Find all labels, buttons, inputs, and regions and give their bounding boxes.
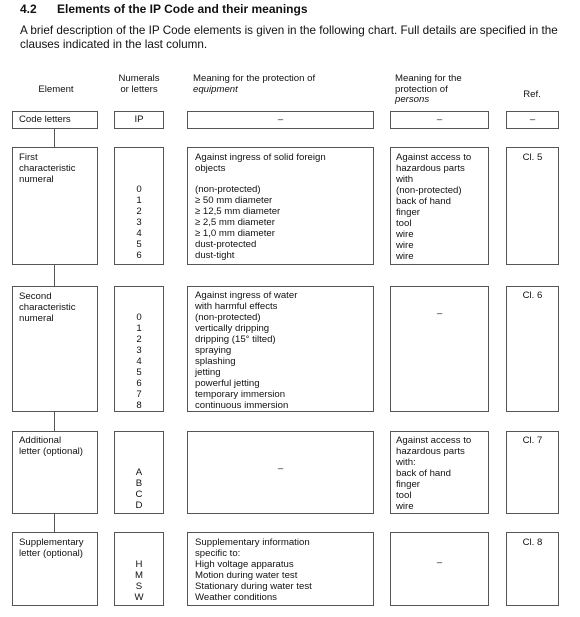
first-numeral: 5 <box>136 239 142 250</box>
first-numeral: 3 <box>136 217 142 228</box>
section-number: 4.2 <box>20 2 37 16</box>
second-numeral: 2 <box>136 334 142 345</box>
supplementary-equipment-line: Supplementary information <box>195 537 310 548</box>
second-equipment-item: jetting <box>195 367 221 378</box>
section-title: Elements of the IP Code and their meanings <box>57 2 308 16</box>
header-element: Element <box>38 84 74 95</box>
additional-letter: A <box>135 467 143 478</box>
first-element-line: numeral <box>19 174 54 185</box>
code-letters-element-box <box>12 111 98 129</box>
first-element-line: characteristic <box>19 163 76 174</box>
second-numerals-box <box>114 286 164 412</box>
code-letters-numerals-box <box>114 111 164 129</box>
first-equipment-box <box>187 147 374 265</box>
supplementary-equipment-box <box>187 532 374 606</box>
second-numeral: 4 <box>136 356 142 367</box>
additional-letter: B <box>135 478 143 489</box>
additional-ref: Cl. 7 <box>522 435 543 446</box>
section-heading <box>20 2 308 16</box>
header-equipment-line2: equipment <box>193 83 238 95</box>
additional-persons-line: with: <box>396 457 416 468</box>
first-numeral-element-box <box>12 147 98 265</box>
first-persons-line: finger <box>396 207 420 218</box>
additional-letter: D <box>135 500 143 511</box>
first-numeral: 1 <box>136 195 142 206</box>
header-persons-line3: persons <box>395 94 430 105</box>
header-persons <box>395 74 462 106</box>
first-equipment-item: dust-protected <box>195 239 257 250</box>
additional-element-line: Additional <box>19 435 62 446</box>
second-equipment-item: continuous immersion <box>195 400 289 411</box>
second-equipment-item: dripping (15° tilted) <box>195 334 276 345</box>
first-numerals-box <box>114 147 164 265</box>
supplementary-letter: W <box>134 592 144 603</box>
second-equipment-item: splashing <box>195 356 236 367</box>
second-element-line: numeral <box>19 313 54 324</box>
code-letters-persons-dash: – <box>436 114 443 125</box>
header-equipment-line1: Meaning for the protection of <box>193 73 316 84</box>
header-equipment <box>193 74 315 95</box>
first-equipment-item: ≥ 50 mm diameter <box>195 195 273 206</box>
second-numeral: 3 <box>136 345 142 356</box>
supplementary-equipment-line: Motion during water test <box>195 570 298 581</box>
header-numerals <box>112 74 166 95</box>
second-numeral: 7 <box>136 389 142 400</box>
supplementary-letter: H <box>135 559 143 570</box>
header-numerals-line2: or letters <box>120 83 158 95</box>
additional-equipment-box <box>187 431 374 514</box>
additional-element-line: letter (optional) <box>19 446 83 457</box>
second-persons-dash: – <box>436 308 443 319</box>
supplementary-letter: S <box>135 581 143 592</box>
connector-line <box>54 128 55 148</box>
first-element-line: First <box>19 152 38 163</box>
first-equipment-item: (non-protected) <box>195 184 261 195</box>
first-persons-line: Against access to <box>396 152 472 163</box>
second-ref: Cl. 6 <box>522 290 543 301</box>
supplementary-equipment-line: High voltage apparatus <box>195 559 294 570</box>
additional-persons-line: hazardous parts <box>396 446 465 457</box>
first-persons-line: wire <box>396 229 414 240</box>
supplementary-ref: Cl. 8 <box>522 537 543 548</box>
second-equipment-item: spraying <box>195 345 232 356</box>
second-equipment-intro: with harmful effects <box>195 301 278 312</box>
first-equipment-item: ≥ 2,5 mm diameter <box>195 217 275 228</box>
supplementary-persons-dash: – <box>436 557 443 568</box>
code-letters-element: Code letters <box>19 114 71 125</box>
second-equipment-item: temporary immersion <box>195 389 286 400</box>
first-persons-line: back of hand <box>396 196 451 207</box>
first-numeral: 0 <box>136 184 142 195</box>
intro-paragraph: A brief description of the IP Code elements is given in the following chart. Full details are specified in the clauses indicated in the last column. <box>20 24 558 51</box>
first-ref: Cl. 5 <box>522 152 543 163</box>
supplementary-element-line: Supplementary <box>19 537 84 548</box>
second-numeral: 8 <box>136 400 142 411</box>
additional-ref-box <box>506 431 559 514</box>
code-letters-persons-box <box>390 111 489 129</box>
additional-persons-line: tool <box>396 490 412 501</box>
second-element-line: characteristic <box>19 302 76 313</box>
second-equipment-item: (non-protected) <box>195 312 261 323</box>
supplementary-persons-box <box>390 532 489 606</box>
second-numeral: 5 <box>136 367 142 378</box>
first-equipment-item: dust-tight <box>195 250 235 261</box>
supplementary-equipment-line: specific to: <box>195 548 241 559</box>
connector-line <box>54 411 55 432</box>
code-letters-equipment-box <box>187 111 374 129</box>
header-ref: Ref. <box>523 89 541 100</box>
connector-line <box>54 513 55 533</box>
first-equipment-intro: Against ingress of solid foreign <box>195 152 326 163</box>
supplementary-element-line: letter (optional) <box>19 548 83 559</box>
first-persons-line: with <box>396 174 414 185</box>
second-ref-box <box>506 286 559 412</box>
second-equipment-item: powerful jetting <box>195 378 260 389</box>
first-numeral: 2 <box>136 206 142 217</box>
additional-persons-line: back of hand <box>396 468 451 479</box>
additional-letter: C <box>135 489 143 500</box>
second-numeral: 0 <box>136 312 142 323</box>
first-persons-line: wire <box>396 251 414 262</box>
second-equipment-item: vertically dripping <box>195 323 270 334</box>
code-letters-ref-dash: – <box>529 114 536 125</box>
second-numeral: 1 <box>136 323 142 334</box>
header-persons-line1: Meaning for the <box>395 73 462 84</box>
header-persons-line2: protection of <box>395 83 448 95</box>
additional-equipment-dash: – <box>277 463 284 474</box>
supplementary-letters-box <box>114 532 164 606</box>
supplementary-letter: M <box>135 570 143 581</box>
first-equipment-intro: objects <box>195 163 226 174</box>
additional-persons-line: wire <box>396 501 414 512</box>
first-persons-box <box>390 147 489 265</box>
second-equipment-intro: Against ingress of water <box>195 290 298 301</box>
first-persons-line: tool <box>396 218 412 229</box>
supplementary-equipment-line: Stationary during water test <box>195 581 312 592</box>
header-numerals-line1: Numerals <box>118 73 160 84</box>
first-equipment-item: ≥ 12,5 mm diameter <box>195 206 281 217</box>
code-letters-ip: IP <box>134 114 144 125</box>
supplementary-ref-box <box>506 532 559 606</box>
first-numeral: 4 <box>136 228 142 239</box>
additional-persons-box <box>390 431 489 514</box>
second-equipment-box <box>187 286 374 412</box>
additional-letter-element-box <box>12 431 98 514</box>
supplementary-equipment-line: Weather conditions <box>195 592 277 603</box>
connector-line <box>54 264 55 287</box>
code-letters-ref-box <box>506 111 559 129</box>
second-numeral: 6 <box>136 378 142 389</box>
additional-persons-line: Against access to <box>396 435 472 446</box>
first-persons-line: (non-protected) <box>396 185 462 196</box>
first-equipment-item: ≥ 1,0 mm diameter <box>195 228 275 239</box>
first-numeral: 6 <box>136 250 142 261</box>
additional-persons-line: finger <box>396 479 420 490</box>
first-persons-line: hazardous parts <box>396 163 465 174</box>
code-letters-equipment-dash: – <box>277 114 284 125</box>
second-numeral-element-box <box>12 286 98 412</box>
second-element-line: Second <box>19 291 52 302</box>
first-ref-box <box>506 147 559 265</box>
supplementary-letter-element-box <box>12 532 98 606</box>
additional-letters-box <box>114 431 164 514</box>
second-persons-box <box>390 286 489 412</box>
first-persons-line: wire <box>396 240 414 251</box>
